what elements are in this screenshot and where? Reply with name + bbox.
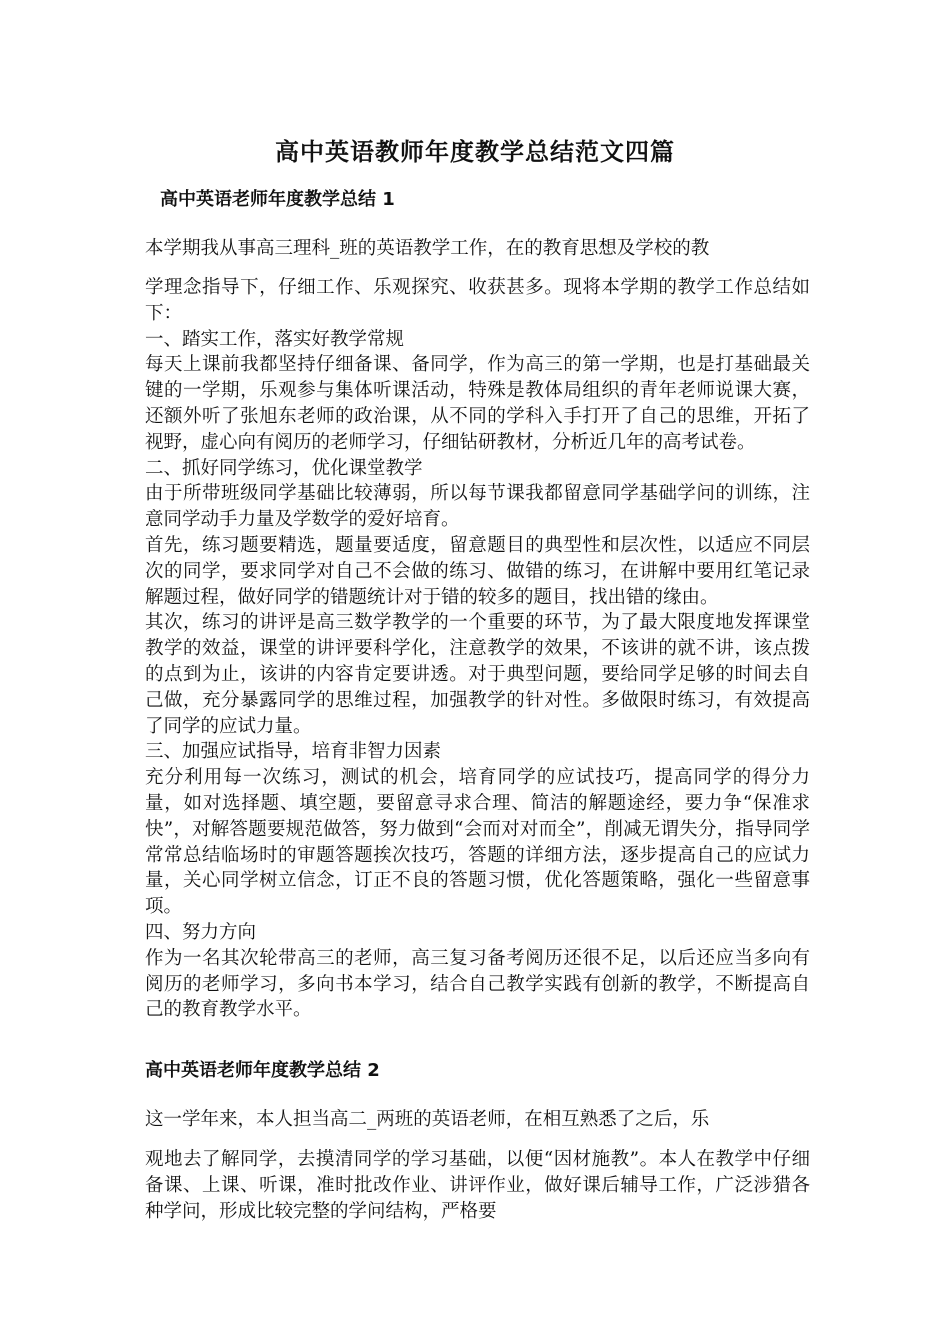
paragraph: 每天上课前我都坚持仔细备课、备同学，作为高三的第一学期，也是打基础最关键的一学期，乐观参与集体听课活动，特殊是教体局组织的青年老师说课大赛，还额外听了张旭东老师的政治课，从不同的学科入手打开了自己的思维，开拓了视野，虚心向有阅历的老师学习，仔细钻研教材，分析近几年的高考试卷。 [145, 354, 810, 453]
subheading: 一、踏实工作，落实好教学常规 [145, 328, 405, 350]
subheading: 四、努力方向 [145, 921, 257, 943]
document-title: 高中英语教师年度教学总结范文四篇 [275, 137, 675, 166]
paragraph: 作为一名其次轮带高三的老师，高三复习备考阅历还很不足，以后还应当多向有阅历的老师学习，多向书本学习，结合自己教学实践有创新的教学，不断提高自己的教育教学水平。 [145, 947, 810, 1021]
subheading: 二、抓好同学练习，优化课堂教学 [145, 457, 423, 479]
section-1-lead-line: 本学期我从事高三理科_班的英语教学工作，在的教育思想及学校的教 [145, 238, 710, 259]
paragraph: 其次，练习的讲评是高三数学教学的一个重要的环节，为了最大限度地发挥课堂教学的效益，课堂的讲评要科学化，注意教学的效果，不该讲的就不讲，该点拨的点到为止，该讲的内容肯定要讲透。对于典型问题，要给同学足够的时间去自己做，充分暴露同学的思维过程，加强教学的针对性。多做限时练习，有效提高了同学的应试力量。 [145, 612, 810, 737]
paragraph: 由于所带班级同学基础比较薄弱，所以每节课我都留意同学基础学问的训练，注意同学动手力量及学数学的爱好培育。 [145, 483, 810, 531]
paragraph: 首先，练习题要精选，题量要适度，留意题目的典型性和层次性，以适应不同层次的同学，要求同学对自己不会做的练习、做错的练习，在讲解中要用红笔记录解题过程，做好同学的错题统计对于错的较多的题目，找出错的缘由。 [145, 534, 810, 608]
section-heading-2: 高中英语老师年度教学总结 2 [145, 1060, 380, 1081]
section-2-body [145, 1147, 810, 1224]
paragraph: 观地去了解同学，去摸清同学的学习基础，以便“因材施教”。本人在教学中仔细备课、上课、听课，准时批改作业、讲评作业，做好课后辅导工作，广泛涉猎各种学问，形成比较完整的学问结构，严格要 [145, 1149, 810, 1222]
section-2-lead-line: 这一学年来，本人担当高二_两班的英语老师，在相互熟悉了之后，乐 [145, 1109, 710, 1130]
paragraph: 充分利用每一次练习，测试的机会，培育同学的应试技巧，提高同学的得分力量，如对选择题、填空题，要留意寻求合理、简洁的解题途经，要力争“保准求快”，对解答题要规范做答，努力做到“会而对对而全”，削减无谓失分，指导同学常常总结临场时的审题答题挨次技巧，答题的详细方法，逐步提高自己的应试力量，关心同学树立信念，订正不良的答题习惯，优化答题策略，强化一些留意事项。 [145, 767, 810, 918]
section-1-body [145, 275, 810, 1023]
paragraph: 学理念指导下，仔细工作、乐观探究、收获甚多。现将本学期的教学工作总结如下： [145, 277, 810, 324]
section-heading-1: 高中英语老师年度教学总结 1 [160, 189, 395, 210]
subheading: 三、加强应试指导，培育非智力因素 [145, 741, 442, 763]
